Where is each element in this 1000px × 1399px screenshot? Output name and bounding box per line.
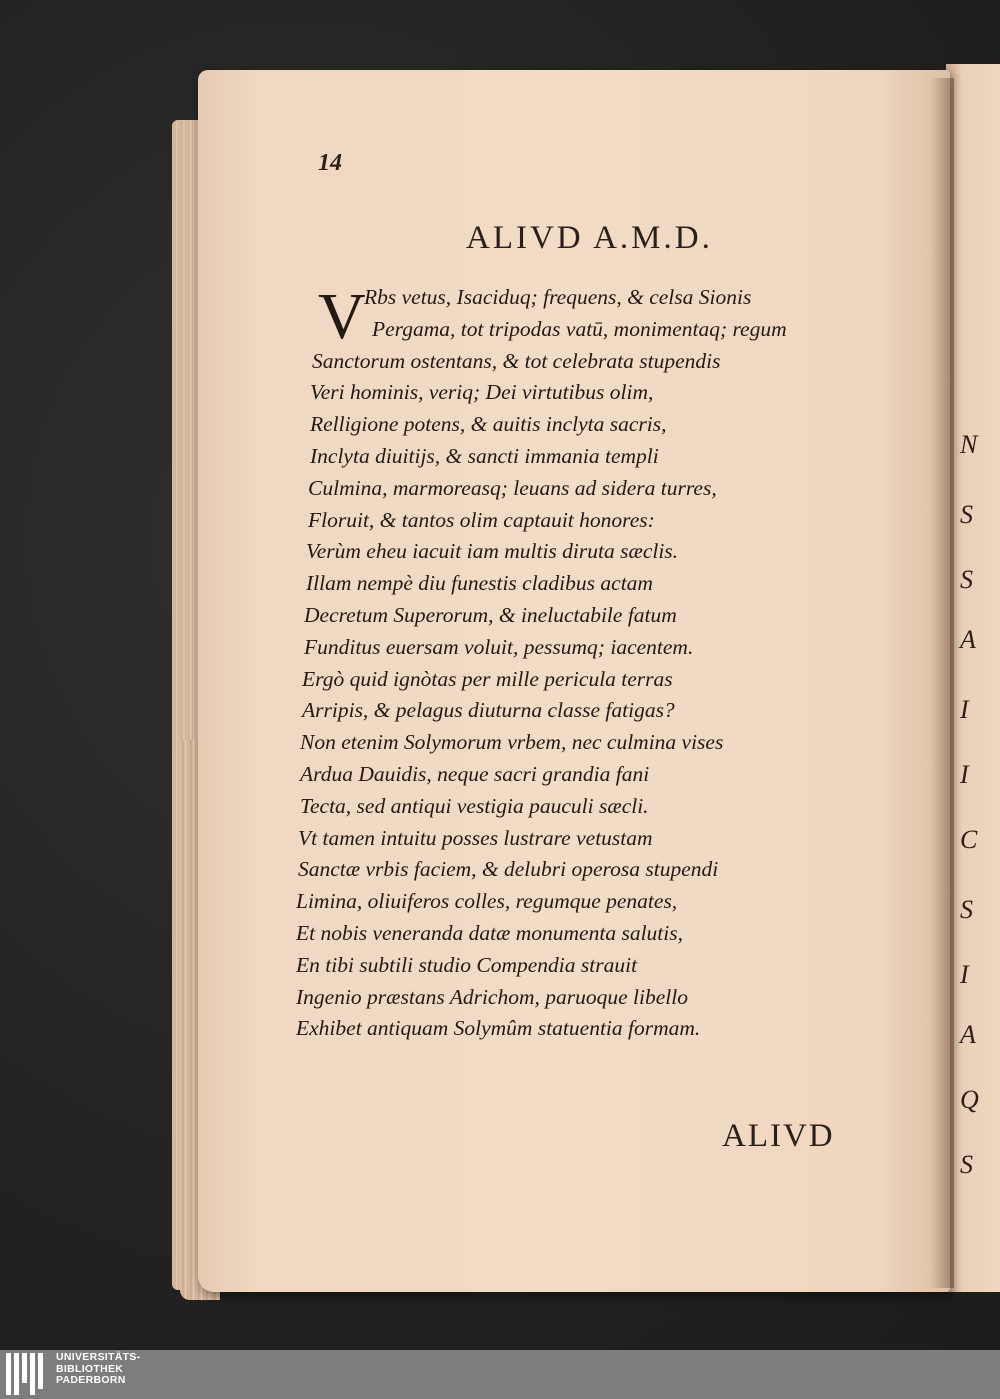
poem-line: Vt tamen intuitu posses lustrare vetustam	[298, 825, 653, 850]
facing-page-letter: A	[960, 625, 976, 654]
logo-line-1: UNIVERSITÄTS-	[56, 1351, 141, 1363]
poem-line: Decretum Superorum, & ineluctabile fatum	[304, 602, 677, 627]
facing-page-letter: I	[960, 760, 969, 789]
logo-line-2: BIBLIOTHEK	[56, 1362, 124, 1375]
poem-line: En tibi subtili studio Compendia strauit	[296, 952, 638, 977]
poem-line: Inclyta diuitijs, & sancti immania templi	[310, 443, 659, 468]
poem-line: Illam nempè diu funestis cladibus actam	[306, 571, 653, 596]
poem-line: Culmina, marmoreasq; leuans ad sidera turres,	[308, 475, 717, 500]
poem-line: Floruit, & tantos olim captauit honores:	[308, 507, 655, 532]
poem-line: Funditus euersam voluit, pessumq; iacentem.	[304, 634, 694, 659]
poem-line: Et nobis veneranda datæ monumenta salutis,	[296, 920, 683, 945]
facing-page-letter: N	[960, 430, 978, 459]
facing-page-letter: S	[960, 895, 973, 924]
poem-line: Exhibet antiquam Solymûm statuentia formam.	[296, 1016, 701, 1041]
poem-heading: ALIVD A.M.D.	[466, 220, 713, 256]
logo-line-3: PADERBORN	[56, 1374, 126, 1386]
catchword: ALIVD	[722, 1118, 835, 1154]
poem-line: Tecta, sed antiqui vestigia pauculi sæcli.	[300, 793, 649, 818]
poem-line: Pergama, tot tripodas vatū, monimentaq; regum	[372, 316, 787, 341]
poem-line: Rbs vetus, Isaciduq; frequens, & celsa Sionis	[364, 285, 752, 309]
poem-line: Ergò quid ignòtas per mille pericula terras	[302, 666, 673, 691]
library-logo-text	[56, 1352, 140, 1387]
facing-page-letter: S	[960, 1150, 973, 1179]
facing-page-letter: A	[960, 1020, 976, 1049]
poem-line: Relligione potens, & auitis inclyta sacris,	[310, 412, 667, 437]
facing-page-letter: C	[960, 825, 978, 854]
poem-line: Sanctorum ostentans, & tot celebrata stupendis	[312, 348, 721, 373]
poem-line: Veri hominis, veriq; Dei virtutibus olim,	[310, 380, 654, 405]
facing-page-letter: I	[960, 695, 969, 724]
poem-line: Ardua Dauidis, neque sacri grandia fani	[300, 761, 650, 786]
poem-line: Verùm eheu iacuit iam multis diruta sæclis.	[306, 539, 679, 564]
poem-text	[296, 282, 906, 1045]
poem-line: Ingenio præstans Adrichom, paruoque libello	[296, 984, 688, 1009]
poem-line: Limina, oliuiferos colles, regumque penates,	[296, 889, 678, 914]
page-number: 14	[318, 150, 342, 176]
facing-page-letters	[960, 0, 1000, 1300]
facing-page-letter: S	[960, 565, 973, 594]
library-footer	[0, 1350, 1000, 1399]
facing-page-letter: I	[960, 960, 969, 989]
poem-line: Sanctæ vrbis faciem, & delubri operosa stupendi	[298, 857, 719, 882]
drop-cap: V	[318, 280, 366, 353]
facing-page-letter: Q	[960, 1085, 979, 1114]
facing-page-letter: S	[960, 500, 973, 529]
poem-line: Non etenim Solymorum vrbem, nec culmina vises	[300, 730, 724, 755]
library-logo-icon	[4, 1351, 48, 1397]
poem-line: Arripis, & pelagus diuturna classe fatigas?	[302, 698, 675, 723]
gutter-shadow	[930, 78, 954, 1288]
